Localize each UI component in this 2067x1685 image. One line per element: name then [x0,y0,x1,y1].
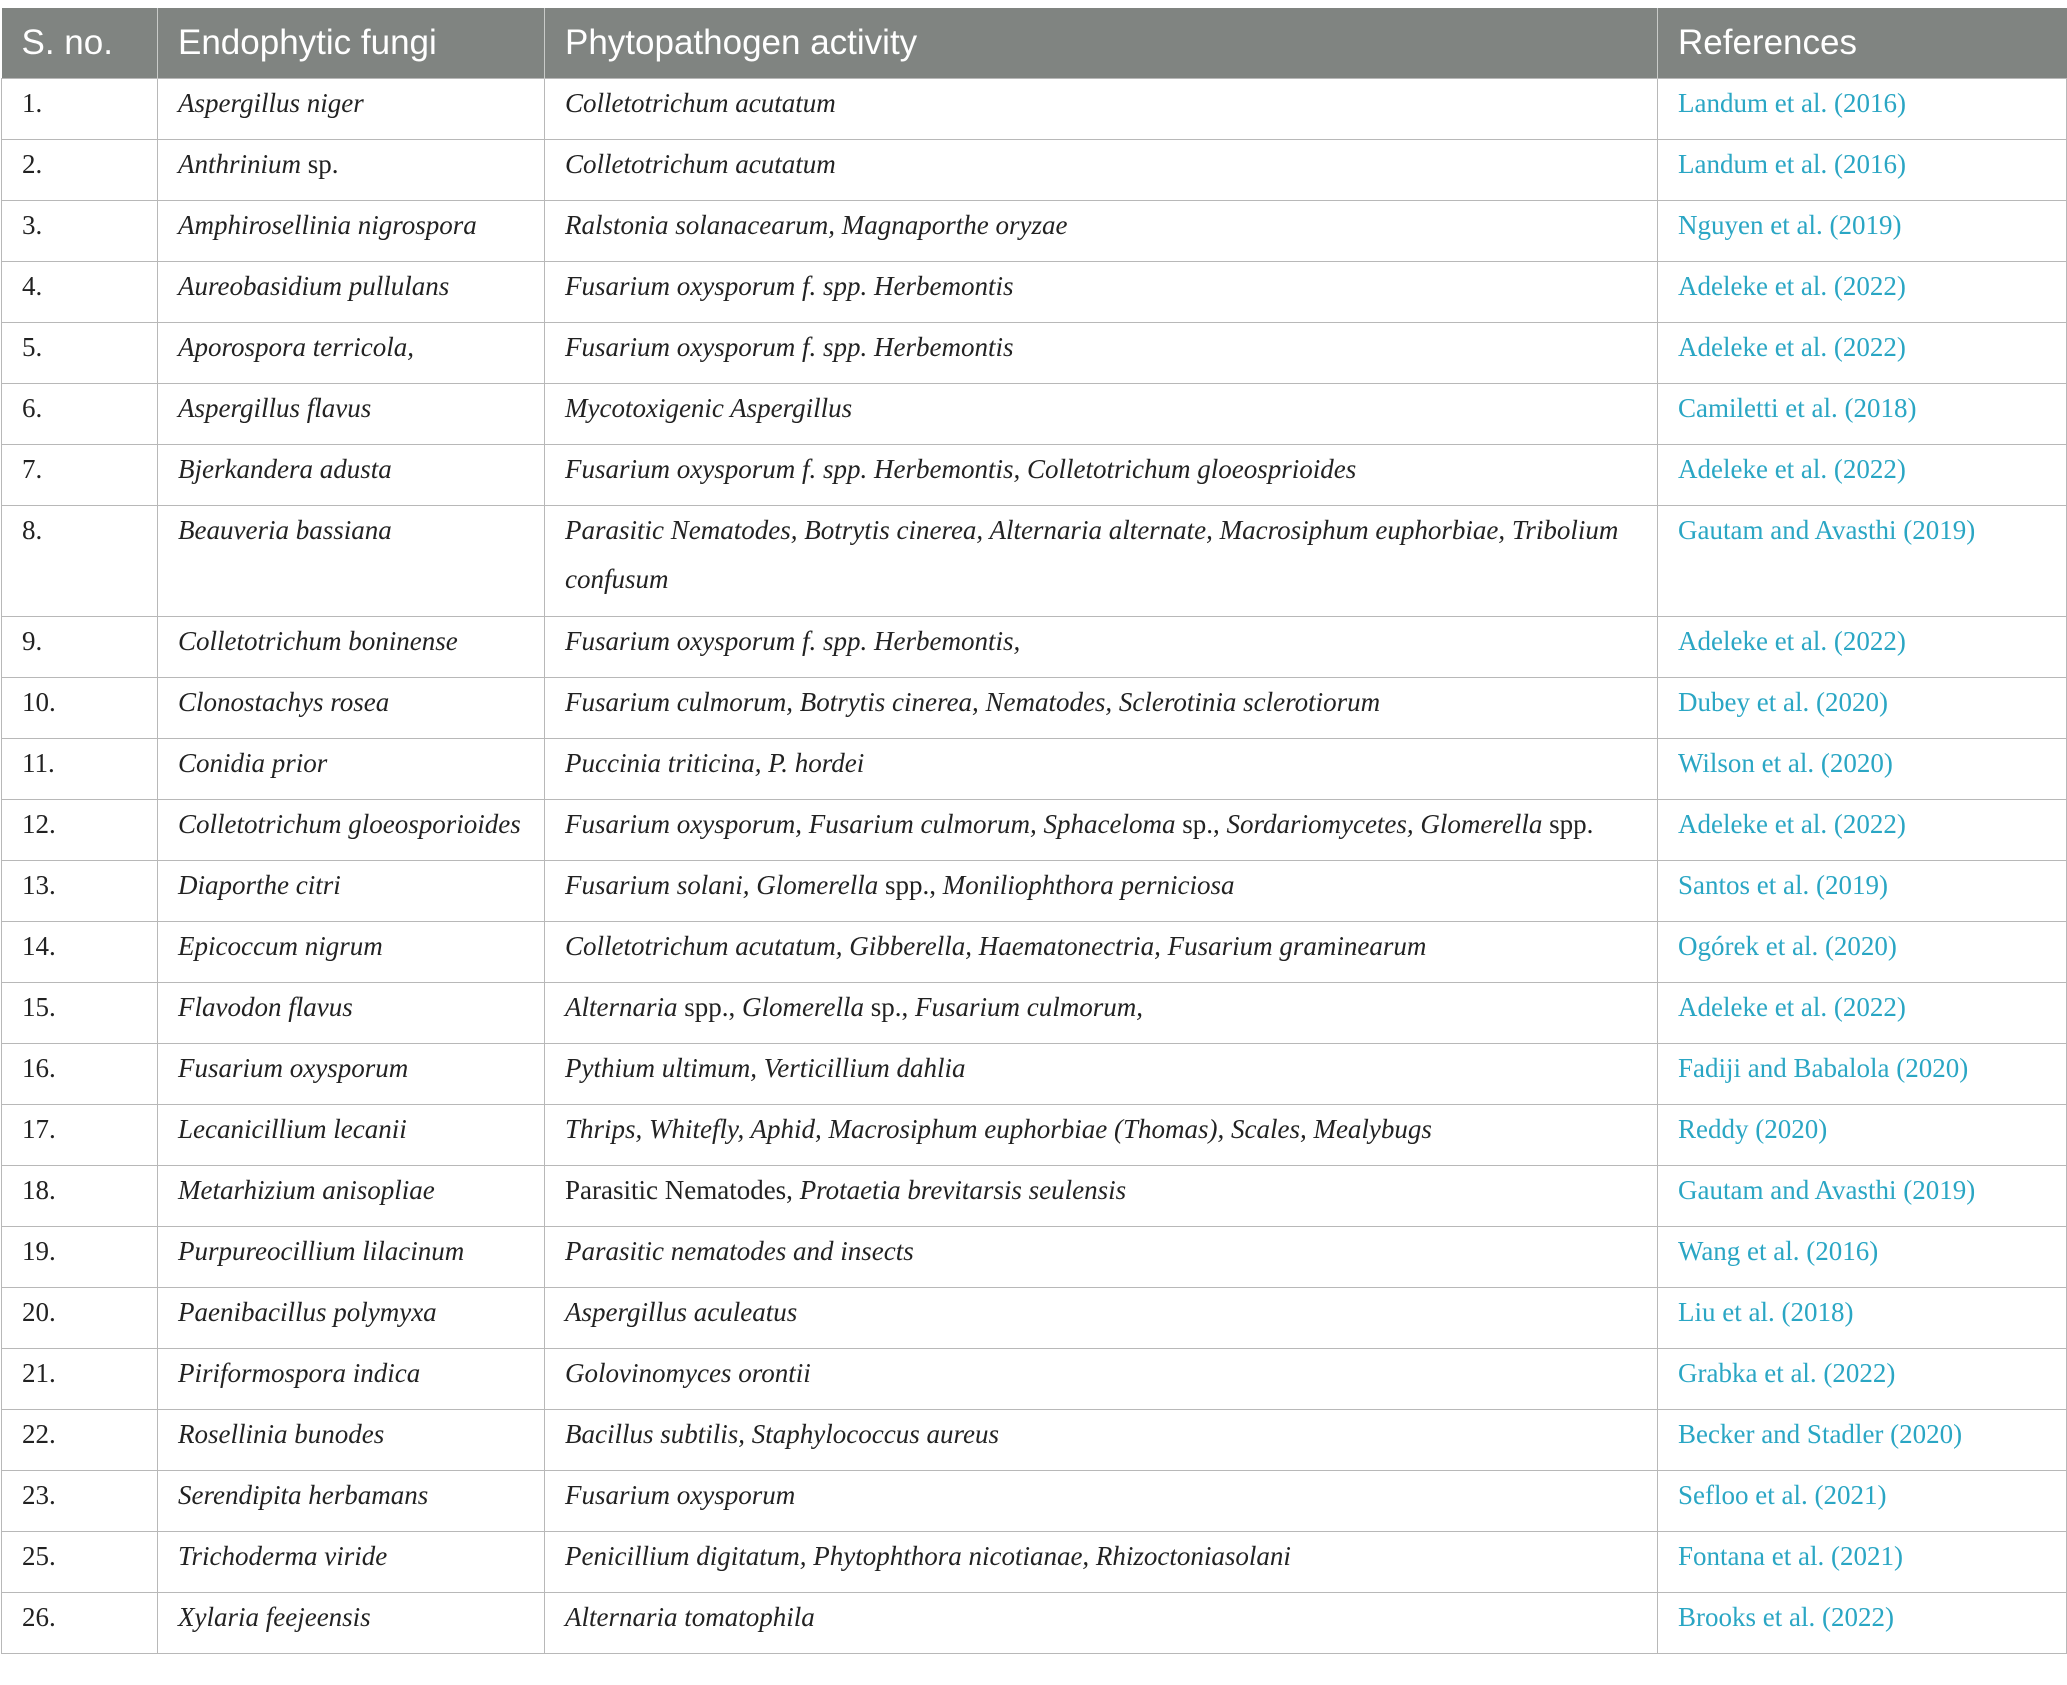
fungi-name: Colletotrichum gloeosporioides [158,800,545,861]
reference-link[interactable]: Grabka et al. (2022) [1658,1349,2067,1410]
table-row [2,739,2067,800]
row-number: 23. [2,1471,158,1532]
activity-segment: Thrips, Whitefly, Aphid, Macrosiphum euphorbiae (Thomas), Scales, Mealybugs [565,1114,1432,1144]
activity-segment: sp., [864,992,916,1022]
phytopathogen-activity [545,739,1658,800]
reference-link[interactable]: Adeleke et al. (2022) [1658,617,2067,678]
fungi-name: Conidia prior [158,739,545,800]
phytopathogen-activity [545,922,1658,983]
activity-segment: Puccinia triticina, P. hordei [565,748,865,778]
fungi-name: Clonostachys rosea [158,678,545,739]
row-number: 8. [2,506,158,617]
table-row [2,1593,2067,1654]
table-row [2,262,2067,323]
activity-segment: Fusarium culmorum, [915,992,1144,1022]
header-endophytic-fungi: Endophytic fungi [158,8,545,79]
phytopathogen-activity [545,617,1658,678]
activity-segment: Protaetia brevitarsis seulensis [799,1175,1127,1205]
phytopathogen-activity [545,1044,1658,1105]
table-body [2,79,2067,1654]
reference-link[interactable]: Nguyen et al. (2019) [1658,201,2067,262]
phytopathogen-activity [545,1593,1658,1654]
activity-segment: Glomerella [742,992,864,1022]
reference-link[interactable]: Camiletti et al. (2018) [1658,384,2067,445]
fungi-name: Epicoccum nigrum [158,922,545,983]
activity-segment: Fusarium oxysporum f. spp. Herbemontis, Colletotrichum gloeosprioides [565,454,1357,484]
activity-segment: Fusarium oxysporum f. spp. Herbemontis [565,271,1014,301]
fungi-name: Serendipita herbamans [158,1471,545,1532]
reference-link[interactable]: Liu et al. (2018) [1658,1288,2067,1349]
table-row [2,1410,2067,1471]
phytopathogen-activity [545,1410,1658,1471]
row-number: 13. [2,861,158,922]
fungi-name: Diaporthe citri [158,861,545,922]
header-references: References [1658,8,2067,79]
row-number: 2. [2,140,158,201]
fungi-name: Anthrinium sp. [158,140,545,201]
table-row [2,678,2067,739]
reference-link[interactable]: Adeleke et al. (2022) [1658,323,2067,384]
table-row [2,140,2067,201]
fungi-name: Aspergillus flavus [158,384,545,445]
table-row [2,1471,2067,1532]
reference-link[interactable]: Wilson et al. (2020) [1658,739,2067,800]
activity-segment: Fusarium culmorum, Botrytis cinerea, Nematodes, Sclerotinia sclerotiorum [565,687,1381,717]
fungi-name: Aureobasidium pullulans [158,262,545,323]
row-number: 26. [2,1593,158,1654]
fungi-name: Flavodon flavus [158,983,545,1044]
reference-link[interactable]: Fontana et al. (2021) [1658,1532,2067,1593]
row-number: 12. [2,800,158,861]
fungi-name: Rosellinia bunodes [158,1410,545,1471]
phytopathogen-activity [545,262,1658,323]
activity-segment: Alternaria [565,992,678,1022]
table-row [2,617,2067,678]
reference-link[interactable]: Adeleke et al. (2022) [1658,800,2067,861]
fungi-name: Lecanicillium lecanii [158,1105,545,1166]
activity-segment: Fusarium oxysporum f. spp. Herbemontis [565,332,1014,362]
table-row [2,1532,2067,1593]
phytopathogen-activity [545,861,1658,922]
activity-segment: Alternaria tomatophila [565,1602,815,1632]
phytopathogen-activity [545,79,1658,140]
activity-segment: Aspergillus aculeatus [565,1297,798,1327]
row-number: 3. [2,201,158,262]
reference-link[interactable]: Reddy (2020) [1658,1105,2067,1166]
table-row [2,1044,2067,1105]
activity-segment: Ralstonia solanacearum, Magnaporthe oryzae [565,210,1068,240]
activity-segment: spp., [878,870,943,900]
phytopathogen-activity [545,1288,1658,1349]
table-row [2,983,2067,1044]
table-row [2,323,2067,384]
reference-link[interactable]: Landum et al. (2016) [1658,79,2067,140]
fungi-name: Aporospora terricola, [158,323,545,384]
row-number: 4. [2,262,158,323]
table-row [2,506,2067,617]
fungi-name: Purpureocillium lilacinum [158,1227,545,1288]
row-number: 15. [2,983,158,1044]
activity-segment: Penicillium digitatum, Phytophthora nicotianae, Rhizoctoniasolani [565,1541,1291,1571]
row-number: 14. [2,922,158,983]
phytopathogen-activity [545,1105,1658,1166]
reference-link[interactable]: Fadiji and Babalola (2020) [1658,1044,2067,1105]
table-row [2,1288,2067,1349]
fungi-name: Trichoderma viride [158,1532,545,1593]
activity-segment: sp., [1175,809,1227,839]
row-number: 18. [2,1166,158,1227]
fungi-name: Colletotrichum boninense [158,617,545,678]
fungi-name: Beauveria bassiana [158,506,545,617]
activity-segment: Mycotoxigenic Aspergillus [565,393,853,423]
row-number: 6. [2,384,158,445]
row-number: 5. [2,323,158,384]
fungi-name: Aspergillus niger [158,79,545,140]
fungi-name: Bjerkandera adusta [158,445,545,506]
phytopathogen-activity [545,1166,1658,1227]
activity-segment: spp. [1542,809,1594,839]
table-row [2,201,2067,262]
phytopathogen-activity [545,800,1658,861]
phytopathogen-activity [545,445,1658,506]
activity-segment: Colletotrichum acutatum [565,149,836,179]
activity-segment: Bacillus subtilis, Staphylococcus aureus [565,1419,999,1449]
activity-segment: Fusarium solani, Glomerella [565,870,879,900]
phytopathogen-activity [545,678,1658,739]
reference-link[interactable]: Adeleke et al. (2022) [1658,445,2067,506]
reference-link[interactable]: Santos et al. (2019) [1658,861,2067,922]
reference-link[interactable]: Adeleke et al. (2022) [1658,983,2067,1044]
table-row [2,1105,2067,1166]
phytopathogen-activity [545,983,1658,1044]
reference-link[interactable]: Becker and Stadler (2020) [1658,1410,2067,1471]
fungi-name: Amphirosellinia nigrospora [158,201,545,262]
activity-segment: Fusarium oxysporum, Fusarium culmorum, Sphaceloma [565,809,1176,839]
row-number: 20. [2,1288,158,1349]
table-row [2,445,2067,506]
header-row [2,8,2067,79]
row-number: 22. [2,1410,158,1471]
activity-segment: Fusarium oxysporum f. spp. Herbemontis, [565,626,1021,656]
row-number: 19. [2,1227,158,1288]
row-number: 10. [2,678,158,739]
row-number: 25. [2,1532,158,1593]
reference-link[interactable]: Wang et al. (2016) [1658,1227,2067,1288]
row-number: 21. [2,1349,158,1410]
header-phytopathogen-activity: Phytopathogen activity [545,8,1658,79]
activity-segment: Colletotrichum acutatum, Gibberella, Haematonectria, Fusarium graminearum [565,931,1427,961]
reference-link[interactable]: Sefloo et al. (2021) [1658,1471,2067,1532]
activity-segment: Parasitic Nematodes, [565,1175,800,1205]
activity-segment: Moniliophthora perniciosa [942,870,1235,900]
table-row [2,1349,2067,1410]
row-number: 1. [2,79,158,140]
phytopathogen-activity [545,1349,1658,1410]
phytopathogen-activity [545,506,1658,617]
row-number: 9. [2,617,158,678]
table-row [2,922,2067,983]
reference-link[interactable]: Gautam and Avasthi (2019) [1658,1166,2067,1227]
phytopathogen-activity [545,201,1658,262]
row-number: 11. [2,739,158,800]
activity-segment: Pythium ultimum, Verticillium dahlia [565,1053,966,1083]
activity-segment: spp., [677,992,743,1022]
row-number: 16. [2,1044,158,1105]
row-number: 7. [2,445,158,506]
phytopathogen-activity [545,140,1658,201]
reference-link[interactable]: Gautam and Avasthi (2019) [1658,506,2067,617]
reference-link[interactable]: Adeleke et al. (2022) [1658,262,2067,323]
table-header [2,8,2067,79]
fungi-name: Paenibacillus polymyxa [158,1288,545,1349]
fungi-table [1,8,2067,1654]
reference-link[interactable]: Dubey et al. (2020) [1658,678,2067,739]
fungi-name-text: Anthrinium [178,149,302,179]
row-number: 17. [2,1105,158,1166]
activity-segment: Golovinomyces orontii [565,1358,811,1388]
phytopathogen-activity [545,1471,1658,1532]
phytopathogen-activity [545,384,1658,445]
table-row [2,79,2067,140]
table-row [2,800,2067,861]
phytopathogen-activity [545,323,1658,384]
fungi-name: Metarhizium anisopliae [158,1166,545,1227]
fungi-name: Piriformospora indica [158,1349,545,1410]
activity-segment: Parasitic nematodes and insects [565,1236,914,1266]
table-row [2,1166,2067,1227]
activity-segment: Colletotrichum acutatum [565,88,836,118]
header-s-no: S. no. [2,8,158,79]
reference-link[interactable]: Landum et al. (2016) [1658,140,2067,201]
activity-segment: Fusarium oxysporum [565,1480,796,1510]
fungi-name: Xylaria feejeensis [158,1593,545,1654]
reference-link[interactable]: Ogórek et al. (2020) [1658,922,2067,983]
activity-segment: Parasitic Nematodes, Botrytis cinerea, Alternaria alternate, Macrosiphum euphorbiae, Tribolium confusum [565,515,1626,594]
phytopathogen-activity [545,1532,1658,1593]
fungi-name: Fusarium oxysporum [158,1044,545,1105]
activity-segment: Sordariomycetes, Glomerella [1226,809,1543,839]
table-row [2,1227,2067,1288]
table-row [2,384,2067,445]
reference-link[interactable]: Brooks et al. (2022) [1658,1593,2067,1654]
table-row [2,861,2067,922]
phytopathogen-activity [545,1227,1658,1288]
